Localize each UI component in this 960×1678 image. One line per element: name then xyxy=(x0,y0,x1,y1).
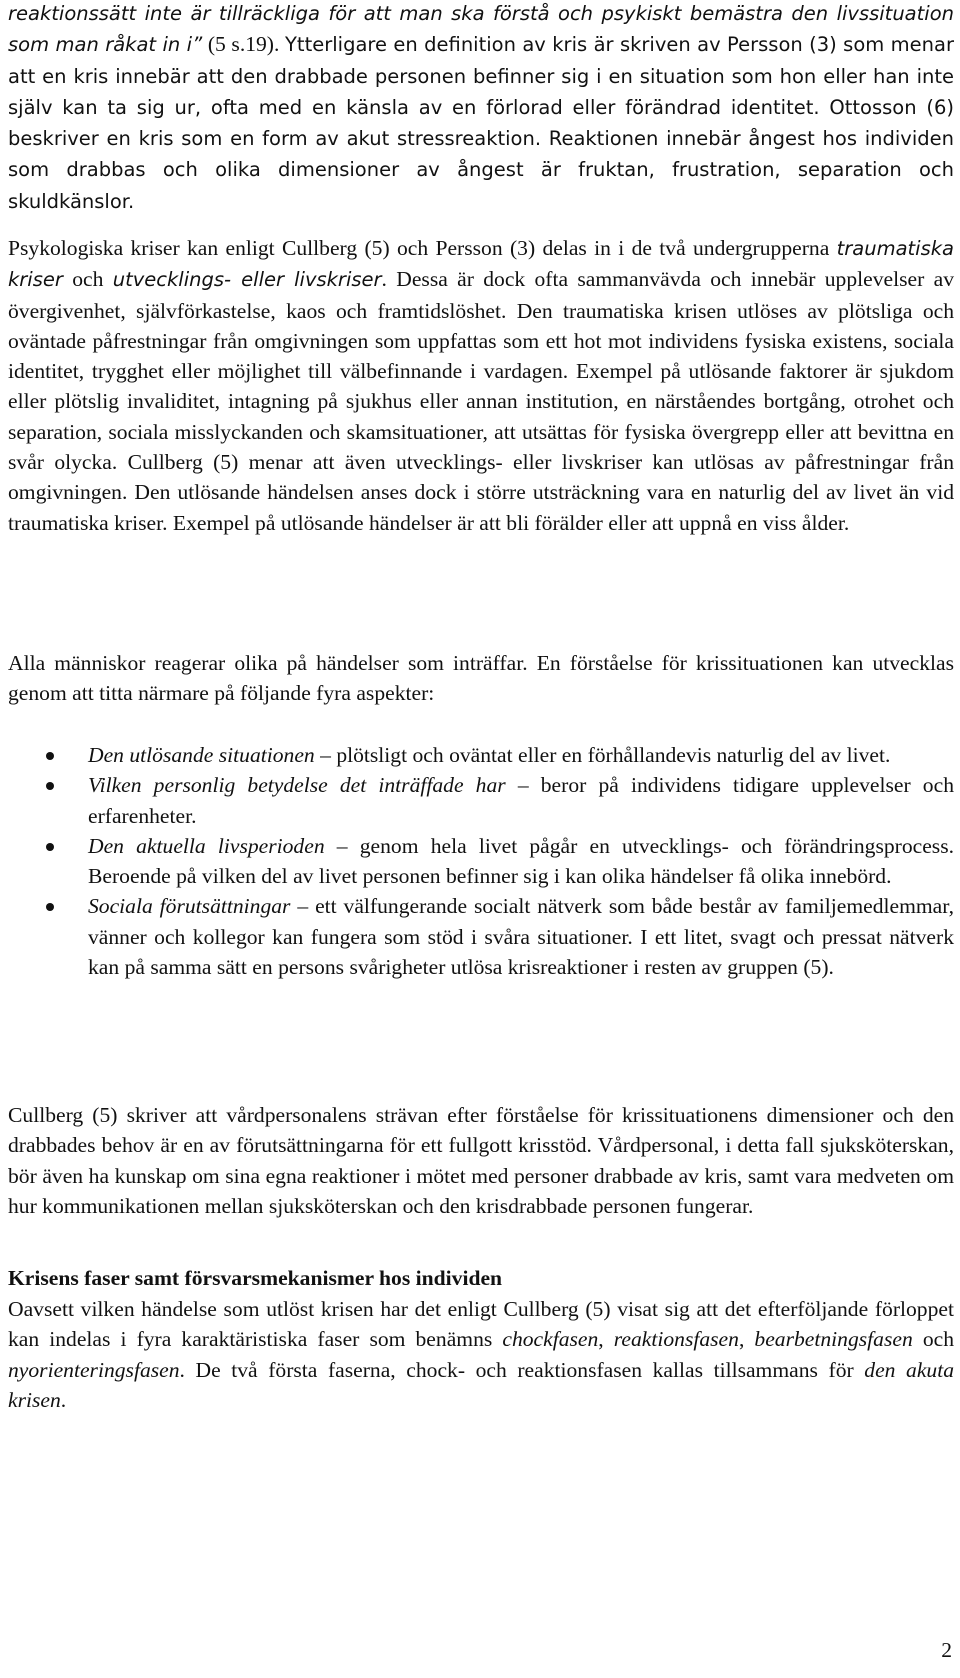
intro-paragraph xyxy=(8,0,954,217)
aspects-list xyxy=(8,740,954,982)
text-span: och xyxy=(62,267,113,292)
text-span: . De två första faserna, chock- och reaktionsfasen kallas tillsammans för xyxy=(179,1357,865,1382)
bullet-text: – ett välfungerande socialt nätverk som både består av familjemedlemmar, vänner och kollegor kan fungera som stöd i svåra situationer. I ett litet, svagt och pressat nätverk kan på samma sätt en persons svårigheter utlösa krisreaktioner i resten av gruppen (5). xyxy=(88,894,954,980)
list-item xyxy=(8,770,954,831)
italic-term: traumatiska kriser xyxy=(8,237,954,292)
section-heading: Krisens faser samt försvarsmekanismer hos individen xyxy=(8,1266,503,1290)
quote-italic: reaktionssätt inte är tillräckliga för att man ska förstå och psykiskt bemästra den livssituation som man råkat in i” xyxy=(8,2,954,57)
list-item xyxy=(8,891,954,982)
bullet-icon xyxy=(46,752,54,760)
text-span: Oavsett vilken händelse som utlöst krisen har det enligt Cullberg (5) visat sig att det efterföljande förloppet kan indelas i fyra karaktäristiska faser som benämns xyxy=(8,1297,954,1352)
bullet-term: Vilken personlig betydelse det inträffade har xyxy=(88,773,506,798)
bullet-icon xyxy=(46,843,54,851)
italic-term: den akuta krisen xyxy=(8,1357,954,1412)
bullet-text: – genom hela livet pågår en utvecklings- och förändringsprocess. Beroende på vilken del av livet personen befinner sig i kan olika händelser få olika innebörd. xyxy=(88,833,955,889)
bullet-text: – beror på individens tidigare upplevelser och erfarenheter. xyxy=(88,773,954,828)
care-staff-paragraph: Cullberg (5) skriver att vårdpersonalens strävan efter förståelse för krissituationens dimensioner och den drabbades behov är en av förutsättningarna för ett fullgott krisstöd. Vårdpersonal, i detta fall sjuksköterskan, bör även ha kunskap om sina egna reaktioner i mötet med personer drabbade av kris, samt vara medveten om hur kommunikationen mellan sjuksköterskan och den krisdrabbade personen fungerar. xyxy=(8,1103,954,1218)
page-number: 2 xyxy=(941,1638,952,1662)
bullet-text: – plötsligt och oväntat eller en förhållandevis naturlig del av livet. xyxy=(314,743,891,767)
citation: (5 s.19). xyxy=(202,32,286,57)
bullet-icon xyxy=(46,782,54,790)
crisis-types-paragraph xyxy=(8,233,954,538)
text-span: , xyxy=(598,1327,614,1352)
text-span: och xyxy=(912,1327,955,1352)
list-item xyxy=(8,831,954,892)
phase-term: reaktionsfasen xyxy=(613,1327,739,1352)
phases-paragraph xyxy=(8,1294,954,1415)
text-span: . Dessa är dock ofta sammanvävda och innebär upplevelser av övergivenhet, självförkastelse, kaos och framtidslöshet. Den traumatiska krisen utlöses av plötsliga och oväntade påfrestningar från omgivningen som uppfattas som ett hot mot individens fysiska existens, sociala identitet, trygghet eller möjlighet till välbefinnande i vardagen. Exempel på utlösande faktorer är sjukdom eller plötslig invaliditet, intagning på sjukhus eller annan institution, en närståendes bortgång, otrohet och separation, sociala misslyckanden och skamsituationer, att utsättas för fysiska övergrepp eller att bevittna en svår olycka. Cullberg (5) menar att även utvecklings- eller livskriser kan utlösas av påfrestningar från omgivningen. Den utlösande händelsen anses dock i större utsträckning vara en naturlig del av livet än vid traumatiska kriser. Exempel på utlösande händelser är att bli förälder eller att uppnå en viss ålder. xyxy=(8,267,954,535)
phase-term: bearbetningsfasen xyxy=(754,1327,913,1352)
bullet-term: Den aktuella livsperioden xyxy=(88,833,325,858)
phase-term: nyorienteringsfasen xyxy=(8,1357,180,1382)
bullet-icon xyxy=(46,903,54,911)
list-item xyxy=(8,740,954,770)
text-span: . xyxy=(60,1387,67,1412)
text-span: Psykologiska kriser kan enligt Cullberg (5) och Persson (3) delas in i de två undergrupperna xyxy=(8,236,837,260)
text-span: , xyxy=(738,1327,755,1352)
italic-term: utvecklings- eller livskriser xyxy=(112,268,382,292)
phase-term: chockfasen xyxy=(502,1327,599,1352)
intro-sans-text: Ytterligare en definition av kris är skriven av Persson (3) som menar att en kris innebär att den drabbade personen befinner sig i en situation som hon eller han inte själv kan ta sig ur, ofta med en känsla av en förlorad eller förändrad identitet. Ottosson (6) beskriver en kris som en form av akut stressreaktion. Reaktionen innebär ångest hos individen som drabbas och olika dimensioner av ångest är fruktan, frustration, separation och skuldkänslor. xyxy=(8,33,954,213)
aspects-intro-paragraph: Alla människor reagerar olika på händelser som inträffar. En förståelse för krissituationen kan utvecklas genom att titta närmare på följande fyra aspekter: xyxy=(8,651,954,706)
bullet-term: Sociala förutsättningar xyxy=(88,894,291,919)
bullet-term: Den utlösande situationen xyxy=(88,743,315,767)
